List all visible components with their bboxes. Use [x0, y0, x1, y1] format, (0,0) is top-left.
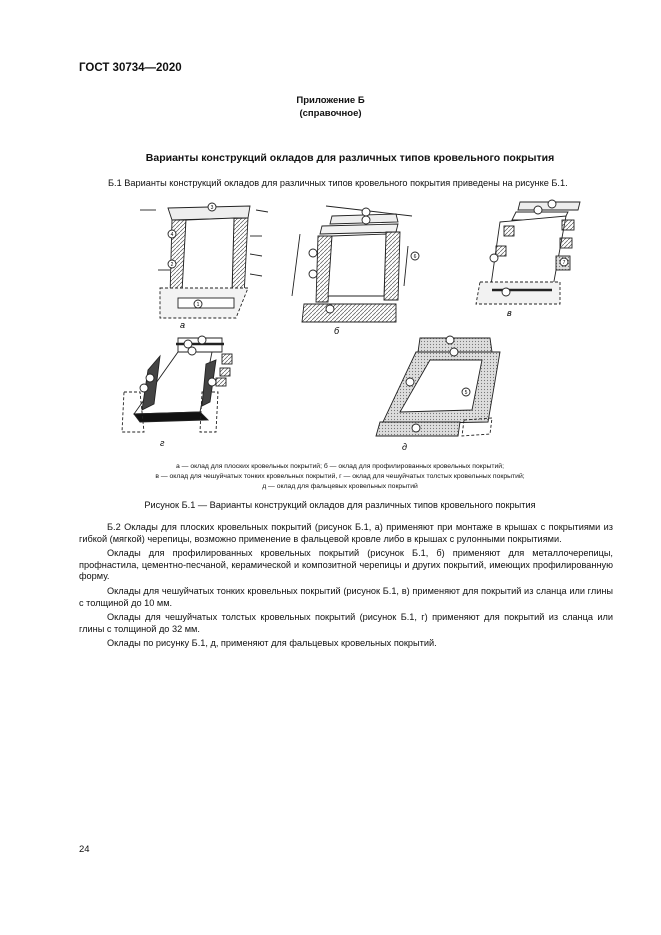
part-number: 7	[562, 260, 566, 266]
paragraph: Оклады по рисунку Б.1, д, применяют для фальцевых кровельных покрытий.	[107, 638, 437, 649]
paragraph: Оклады для чешуйчатых толстых кровельных покрытий (рисунок Б.1, г) применяют для покрытий из сланца или глины с толщиной до 32 мм.	[79, 612, 613, 634]
panel-b	[292, 206, 419, 322]
part-number: 1	[196, 302, 200, 308]
letter-c: в	[507, 308, 512, 318]
legend-line-3: д — оклад для фальцевых кровельных покрытий	[262, 483, 418, 490]
letter-a: а	[180, 320, 186, 330]
appendix-title: Приложение Б	[296, 95, 365, 106]
part-number: 3	[210, 205, 214, 211]
flashing-figure	[120, 196, 610, 466]
appendix-heading	[0, 94, 661, 120]
body-text	[79, 522, 613, 653]
flashing-drawings	[120, 196, 610, 466]
panel-d	[122, 336, 232, 432]
legend-line-2: в — оклад для чешуйчатых тонких кровельных покрытий, г — оклад для чешуйчатых толстых кровельных покрытий;	[155, 473, 525, 480]
appendix-note: (справочное)	[299, 108, 362, 119]
part-number: 2	[170, 262, 174, 268]
panel-c	[476, 200, 580, 304]
intro-paragraph: Б.1 Варианты конструкций окладов для различных типов кровельного покрытия приведены на рисунке Б.1.	[108, 178, 568, 188]
figure-caption: Рисунок Б.1 — Варианты конструкций окладов для различных типов кровельного покрытия	[144, 500, 536, 510]
letter-e: д	[402, 442, 407, 452]
legend-line-1: а — оклад для плоских кровельных покрытий; б — оклад для профилированных кровельных покрытий;	[176, 463, 504, 470]
section-title: Варианты конструкций окладов для различных типов кровельного покрытия	[145, 152, 555, 164]
panel-a	[140, 203, 268, 318]
paragraph: Оклады для чешуйчатых тонких кровельных покрытий (рисунок Б.1, в) применяют для покрытий из сланца или глины с толщиной до 10 мм.	[79, 585, 613, 608]
document-header: ГОСТ 30734—2020	[79, 62, 182, 74]
part-number: 5	[464, 390, 468, 396]
paragraph: Б.2 Оклады для плоских кровельных покрытий (рисунок Б.1, а) применяют при монтаже в крышах с покрытиями из гибкой (мягкой) черепицы, возможно применение в фальцевой кровле либо в крышах с рулонными покрытиями.	[79, 522, 613, 544]
letter-b: б	[334, 326, 340, 336]
paragraph: Оклады для профилированных кровельных покрытий (рисунок Б.1, б) применяют для металлочерепицы, профнастила, цементно-песчаной, керамической и композитной черепицы и других покрытий, имеющих профилированную форму.	[79, 548, 613, 582]
part-number: 6	[413, 254, 417, 260]
letter-d: г	[160, 438, 165, 448]
page-number: 24	[79, 844, 90, 855]
panel-e	[376, 336, 500, 436]
part-number: 4	[170, 232, 174, 238]
